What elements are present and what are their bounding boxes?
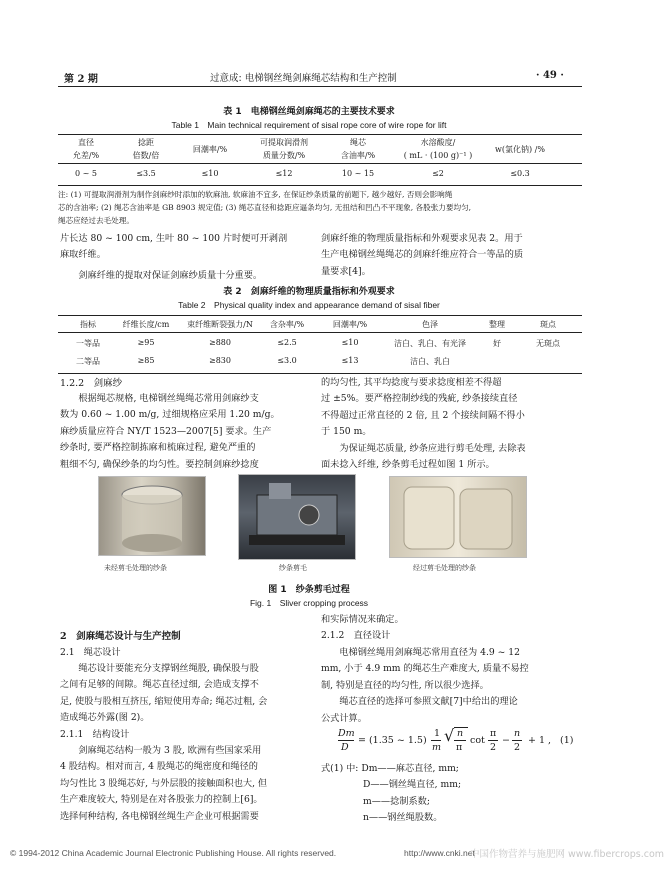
- table1-header-cell: 可提取润滑剂 质量分数/%: [260, 138, 308, 160]
- table2-header-cell: 纤维长度/cm: [122, 320, 170, 329]
- table2-cell: 二等品: [76, 357, 100, 366]
- section-2-1-heading: 2.1 绳芯设计: [60, 647, 121, 658]
- table2-cell: ≤3.0: [277, 356, 297, 365]
- table2-cell: 无斑点: [536, 339, 560, 348]
- figure1-photo-cropping-machine: [238, 474, 356, 560]
- section-2-1-2-heading: 2.1.2 直径设计: [321, 630, 391, 641]
- table2-header-cell: 含杂率/%: [269, 320, 305, 329]
- col2-mid-text: 的均匀性, 其平均捻度与要求捻度相差不得超 过 ±5%。要严格控制纱线的残疵, 纱条接续直径 不得超过正常直径的 2 倍, 且 2 个接续间隔不得小 于 150 m。 为保证绳芯质量, 纱条应进行剪毛处理, 去除表 面未捻入纤维, 纱条剪毛过程如图 1 所示。: [321, 377, 526, 471]
- table1-header-cell: 直径 允差/%: [72, 138, 100, 160]
- table2-cell: ≥85: [137, 356, 155, 365]
- table1-header-cell: w(氯化钠) /%: [495, 145, 545, 154]
- formula-1: Dm D = (1.35 ~ 1.5) 1 m √ n π cot π 2 − n 2 + 1 , (1): [338, 726, 574, 753]
- table1-note: 注: (1) 可提取润滑剂为制作剑麻纱时添加的软麻油, 软麻油不宜多, 在保证纱条质量的前题下, 越少越好, 否则会影响绳 芯的含油率; (2) 绳芯含油率是 GB 8903 规定值; (3) 绳芯直径和捻距应逼条均匀, 无扭结和凹凸不平现象, 各股张力要均匀, 绳芯应经过去毛处理。: [58, 190, 472, 225]
- section-1-2-2-heading: 1.2.2 剑麻纱: [60, 378, 123, 389]
- table1-bottom-rule: [58, 185, 582, 186]
- table1-cell: ≤0.3: [510, 169, 530, 178]
- table1-cell: ≤3.5: [136, 169, 156, 178]
- cropped-bobbins-icon: [390, 477, 526, 557]
- figure1-caption-cn: 图 1 纱条剪毛过程: [268, 585, 350, 595]
- figure1-label-mid: 纱条剪毛: [279, 564, 307, 572]
- table2-cell: ≤2.5: [277, 338, 297, 347]
- col2-top-text: 剑麻纤维的物理质量指标和外观要求见表 2。用于 生产电梯钢丝绳绳芯的剑麻纤维应符合一等品的质 量要求[4]。: [321, 233, 524, 277]
- page-number: · 49 ·: [536, 70, 564, 81]
- table1-top-rule: [58, 134, 582, 135]
- table2-cell: ≤13: [341, 356, 359, 365]
- figure1-photo-uncropped-sliver: [98, 476, 206, 556]
- col1-mid-text: 根据绳芯规格, 电梯钢丝绳绳芯常用剑麻纱支 数为 0.60 ~ 1.00 m/g, 过细规格应采用 1.20 m/g。 麻纱质量应符合 NY/T 1523—2007[5] 要求。生产 纱条时, 要严格控制拣麻和梳麻过程, 避免严重的 粗细不匀, 确保纱条的均匀性。要控制剑麻纱捻度: [60, 393, 280, 470]
- table2-header-cell: 指标: [80, 320, 96, 329]
- table2-cell: ≥830: [209, 356, 231, 365]
- table1-cell: 0 ~ 5: [75, 169, 97, 178]
- footer-watermark: 中国作物营养与施肥网 www.fibercrops.com: [470, 849, 664, 860]
- table1-mid-rule: [58, 163, 582, 164]
- table2-cell: ≤10: [341, 338, 359, 347]
- cropping-machine-icon: [239, 475, 355, 559]
- col1-sec211-text: 剑麻绳芯结构一般为 3 股, 欧洲有些国家采用 4 股结构。相对而言, 4 股绳芯的绳密度和绳径的 均匀性比 3 股绳芯好, 与外层股的接触面积也大, 但 生产难度较大, 特别是在对各股张力的控制上[6]。 选择何种结构, 各电梯钢丝绳生产企业可根据需要: [60, 745, 268, 822]
- formula-definitions: 式(1) 中: Dm——麻芯直径, mm; D——钢丝绳直径, mm; m——捻制系数; n——钢丝绳股数。: [321, 763, 462, 824]
- table2-cell: 洁白、乳白、有光泽: [394, 339, 466, 348]
- table2-header-cell: 色泽: [422, 320, 438, 329]
- figure1-photo-cropped-sliver: [389, 476, 527, 558]
- header-rule: [58, 86, 582, 87]
- footer-copyright: © 1994-2012 China Academic Journal Electronic Publishing House. All rights reserved.: [10, 848, 337, 858]
- table2-cell: ≥880: [209, 338, 231, 347]
- table1-title-cn: 表 1 电梯钢丝绳剑麻绳芯的主要技术要求: [223, 107, 395, 117]
- table2-top-rule: [58, 315, 582, 316]
- figure1-label-right: 经过剪毛处理的纱条: [413, 564, 476, 572]
- table1-header-cell: 捻距 倍数/倍: [132, 138, 160, 160]
- table2-header-cell: 整理: [489, 320, 505, 329]
- table2-cell: 洁白、乳白: [410, 357, 450, 366]
- table1-cell: ≤10: [201, 169, 219, 178]
- table1-cell: 10 ~ 15: [341, 169, 375, 178]
- col2-sec212-text: 电梯钢丝绳用剑麻绳芯常用直径为 4.9 ~ 12 mm, 小于 4.9 mm 的绳芯生产难度大, 质量不易控 制, 特别是直径的均匀性, 所以很少选择。 绳芯直径的选择可参照文献[7]中给出的理论 公式计算。: [321, 647, 529, 724]
- table1-cell: ≤2: [432, 169, 444, 178]
- table1-header-cell: 回潮率/%: [192, 145, 228, 154]
- footer-site: http://www.cnki.net: [404, 848, 475, 858]
- table1-cell: ≤12: [275, 169, 293, 178]
- table1-header-cell: 绳芯 含油率/%: [340, 138, 376, 160]
- table2-mid-rule: [58, 332, 582, 333]
- col2-after-figure-text: 和实际情况来确定。: [321, 614, 404, 625]
- table2-cell: 一等品: [76, 339, 100, 348]
- table2-title-en: Table 2 Physical quality index and appearance demand of sisal fiber: [178, 300, 440, 310]
- table2-header-cell: 回潮率/%: [332, 320, 368, 329]
- table1-header-cell: 水溶酸度/ ( mL · (100 g)⁻¹ ): [403, 138, 473, 160]
- figure1-label-left: 未经剪毛处理的纱条: [104, 564, 167, 572]
- figure1-caption-en: Fig. 1 Sliver cropping process: [249, 598, 369, 608]
- issue-number: 第 2 期: [64, 74, 98, 85]
- col1-top-text: 片长达 80 ~ 100 cm, 生叶 80 ~ 100 片时便可开剥剖 麻取纤维。 剑麻纤维的提取对保证剑麻纱质量十分重要。: [60, 233, 288, 281]
- table1-title-en: Table 1 Main technical requirement of sisal rope core of wire rope for lift: [171, 120, 447, 130]
- col1-sec21-text: 绳芯设计要能充分支撑钢丝绳股, 确保股与股 之间有足够的间隙。绳芯直径过细, 会造成支撑不 足, 使股与股相互挤压, 缩短使用寿命; 绳芯过粗, 会 造成绳芯外露(图 2)。: [60, 663, 268, 724]
- table2-title-cn: 表 2 剑麻纤维的物理质量指标和外观要求: [223, 287, 395, 297]
- sliver-bobbin-icon: [99, 477, 205, 555]
- table2-cell: ≥95: [137, 338, 155, 347]
- table2-header-cell: 斑点: [540, 320, 556, 329]
- section-2-1-1-heading: 2.1.1 结构设计: [60, 729, 130, 740]
- running-title: 过意成: 电梯钢丝绳剑麻绳芯结构和生产控制: [210, 73, 397, 84]
- table2-header-cell: 束纤维断裂强力/N: [187, 320, 253, 329]
- section-2-heading: 2 剑麻绳芯设计与生产控制: [60, 631, 181, 642]
- table2-cell: 好: [493, 339, 501, 348]
- table2-bottom-rule: [58, 373, 582, 374]
